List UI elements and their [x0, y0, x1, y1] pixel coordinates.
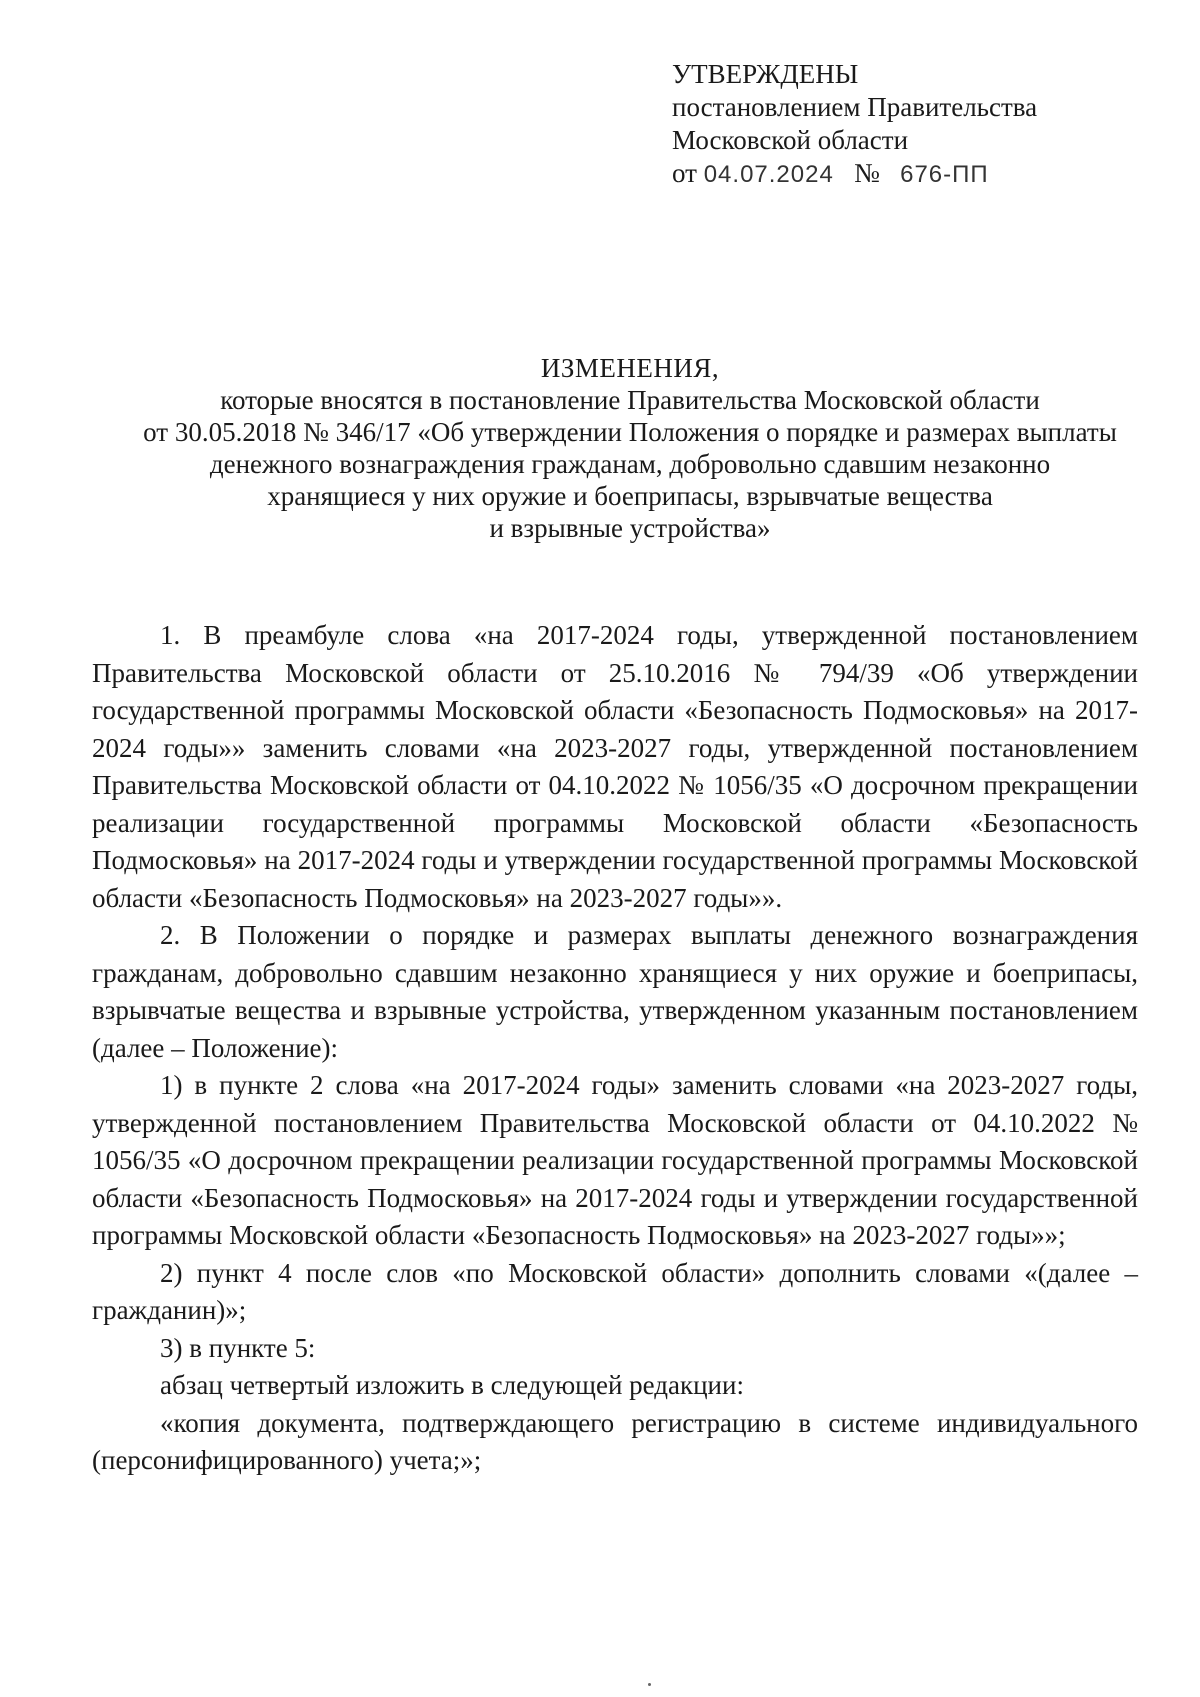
heading-line: от 30.05.2018 № 346/17 «Об утверждении Положения о порядке и размерах выплаты — [143, 417, 1117, 447]
subparagraph-3: 3) в пункте 5: — [160, 1332, 316, 1363]
approval-date-prefix: от — [672, 158, 697, 188]
heading-title: ИЗМЕНЕНИЯ, — [540, 353, 720, 383]
paragraph-1-preamble: 1. В преамбуле слова «на 2017-2024 годы, утвержденной постановлением Правительства Московской области от 25.10.2016 № 794/39 «Об утверждении государственной программы Московской области «Безопасность Подмосковья» на 2017-2024 годы»» заменить словами «на 2023-2027 годы, утвержденной постановлением Правительства Московской области от 04.10.2022 № 1056/35 «О досрочном прекращении реализации государственной программы Московской области «Безопасность Подмосковья» на 2017-2024 годы и утверждении государственной программы Московской области «Безопасность Подмосковья» на 2023-2027 годы»». — [92, 620, 1138, 913]
approval-date: 04.07.2024 — [703, 161, 834, 188]
heading-line: денежного вознаграждения гражданам, добровольно сдавшим незаконно — [209, 449, 1051, 479]
approval-issuer: постановлением Правительства — [672, 92, 1038, 122]
abstract-intro: абзац четвертый изложить в следующей редакции: — [160, 1370, 744, 1400]
approval-region: Московской области — [672, 125, 909, 155]
document-body — [92, 617, 1138, 1480]
heading-line: и взрывные устройства» — [489, 513, 771, 543]
approval-title: УТВЕРЖДЕНЫ — [672, 59, 859, 89]
approval-date-line — [672, 157, 1037, 191]
paragraph-2-regulation: 2. В Положении о порядке и размерах выплаты денежного вознаграждения гражданам, добровольно сдавшим незаконно хранящиеся у них оружие и боеприпасы, взрывчатые вещества и взрывные устройства, утвержденном указанным постановлением (далее – Положение): — [92, 920, 1138, 1063]
heading-line: хранящиеся у них оружие и боеприпасы, взрывчатые вещества — [267, 481, 993, 511]
approval-number-sign: № — [854, 158, 880, 188]
abstract-text: «копия документа, подтверждающего регистрацию в системе индивидуального (персонифицированного) учета;»; — [92, 1407, 1138, 1475]
scan-dot — [648, 1683, 651, 1686]
approval-number: 676-ПП — [900, 161, 989, 188]
approval-stamp — [672, 58, 1037, 191]
heading-line: которые вносятся в постановление Правительства Московской области — [220, 385, 1040, 415]
subparagraph-1: 1) в пункте 2 слова «на 2017-2024 годы» заменить словами «на 2023-2027 годы, утвержденной постановлением Правительства Московской области от 04.10.2022 № 1056/35 «О досрочном прекращении реализации государственной программы Московской области «Безопасность Подмосковья» на 2017-2024 годы и утверждении государственной программы Московской области «Безопасность Подмосковья» на 2023-2027 годы»»; — [92, 1070, 1138, 1250]
subparagraph-2: 2) пункт 4 после слов «по Московской области» дополнить словами «(далее – гражданин)»; — [92, 1257, 1138, 1325]
document-heading — [80, 352, 1180, 544]
